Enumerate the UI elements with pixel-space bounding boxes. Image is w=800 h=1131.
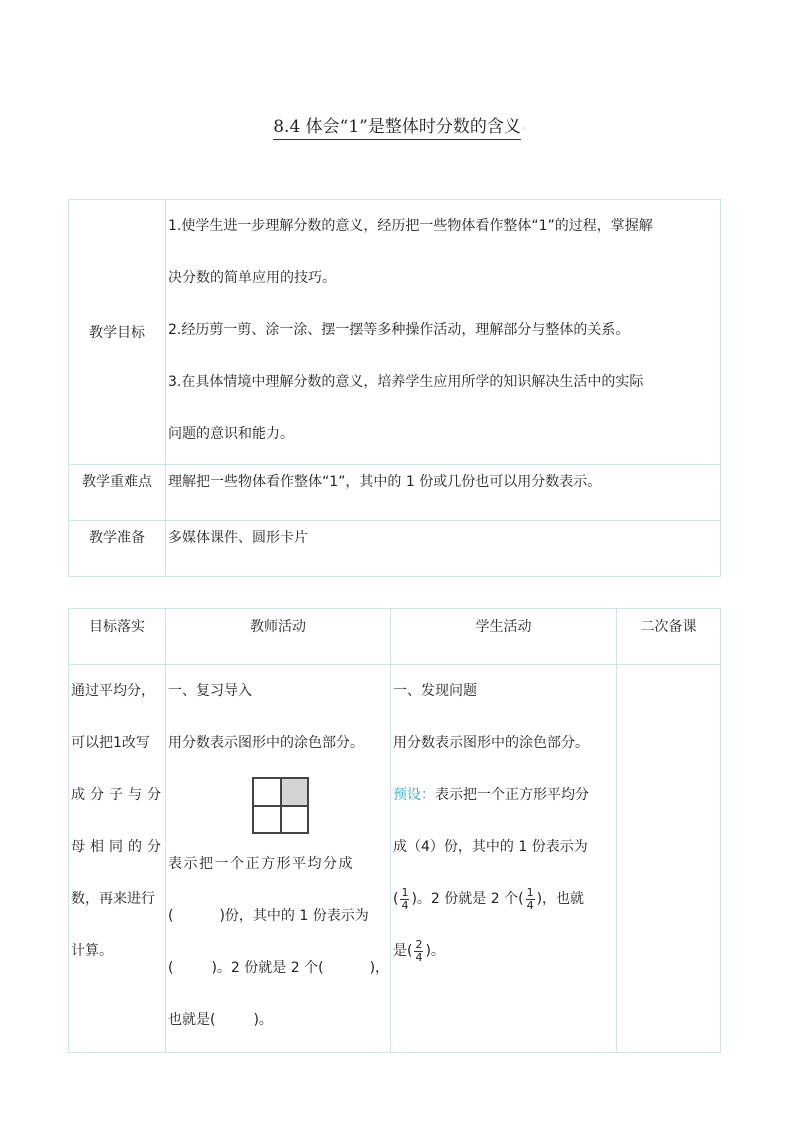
objective-line: 数，再来进行 (71, 891, 155, 907)
student-line: 是( $\frac{2}{4}$ )。 (393, 937, 445, 964)
fraction: $\frac{2}{4}$ (415, 937, 423, 964)
prep-cell: 多媒体课件、圆形卡片 (166, 521, 721, 577)
grid-cell-shaded (281, 778, 309, 806)
key-label: 教学重难点 (69, 465, 166, 521)
teacher-line: 也就是( )。 (168, 1012, 273, 1028)
goal-line: 2.经历剪一剪、涂一涂、摆一摆等多种操作活动，理解部分与整体的关系。 (168, 322, 630, 338)
preset-label: 预设： (393, 787, 435, 803)
teacher-activity-cell (166, 665, 391, 1053)
teacher-line: ( )份，其中的 1 份表示为 (168, 908, 369, 924)
lesson-info-table (68, 199, 721, 577)
objective-line: 计算。 (71, 943, 113, 959)
objective-line: 可以把1改写 (71, 735, 150, 751)
objective-line: 通过平均分， (71, 683, 155, 699)
lesson-activity-table (68, 608, 721, 1053)
key-cell: 理解把一些物体看作整体“1”，其中的 1 份或几份也可以用分数表示。 (166, 465, 721, 521)
student-line: ( $\frac{1}{4}$ )。2 份就是 2 个( $\frac{1}{4}$ )，也就 (393, 885, 585, 912)
header-objective: 目标落实 (69, 609, 166, 665)
goal-line: 3.在具体情境中理解分数的意义，培养学生应用所学的知识解决生活中的实际 (168, 374, 644, 390)
teacher-line: 用分数表示图形中的涂色部分。 (168, 735, 364, 751)
header-teacher: 教师活动 (166, 609, 391, 665)
title-dot: ◦ (520, 124, 527, 135)
goals-label: 教学目标 (69, 200, 166, 465)
square-grid-figure (252, 777, 309, 834)
teacher-heading: 一、复习导入 (168, 683, 252, 699)
student-heading: 一、发现问题 (393, 683, 477, 699)
fraction: $\frac{1}{4}$ (401, 885, 409, 912)
header-second-prep: 二次备课 (617, 609, 721, 665)
teacher-line: ( )。2 份就是 2 个( )， (168, 960, 390, 976)
objective-line: 母相同的分 (71, 839, 166, 855)
goal-line: 问题的意识和能力。 (168, 426, 294, 442)
grid-cell (253, 806, 281, 834)
teacher-line: 表示把一个正方形平均分成 (168, 856, 354, 872)
objective-cell (69, 665, 166, 1053)
title-text: 8.4 体会“1”是整体时分数的含义 (273, 117, 521, 140)
goals-cell (166, 200, 721, 465)
grid-cell (281, 806, 309, 834)
second-prep-cell (617, 665, 721, 1053)
student-line: 成（4）份，其中的 1 份表示为 (393, 839, 588, 855)
student-line: 预设：表示把一个正方形平均分 (393, 787, 589, 803)
prep-label: 教学准备 (69, 521, 166, 577)
student-activity-cell (391, 665, 617, 1053)
fraction: $\frac{1}{4}$ (526, 885, 534, 912)
grid-cell (253, 778, 281, 806)
goal-line: 决分数的简单应用的技巧。 (168, 270, 336, 286)
goal-line: 1.使学生进一步理解分数的意义，经历把一些物体看作整体“1”的过程，掌握解 (168, 218, 653, 234)
objective-line: 成分子与分 (71, 787, 166, 803)
student-line: 用分数表示图形中的涂色部分。 (393, 735, 589, 751)
header-student: 学生活动 (391, 609, 617, 665)
page-title (0, 112, 800, 137)
